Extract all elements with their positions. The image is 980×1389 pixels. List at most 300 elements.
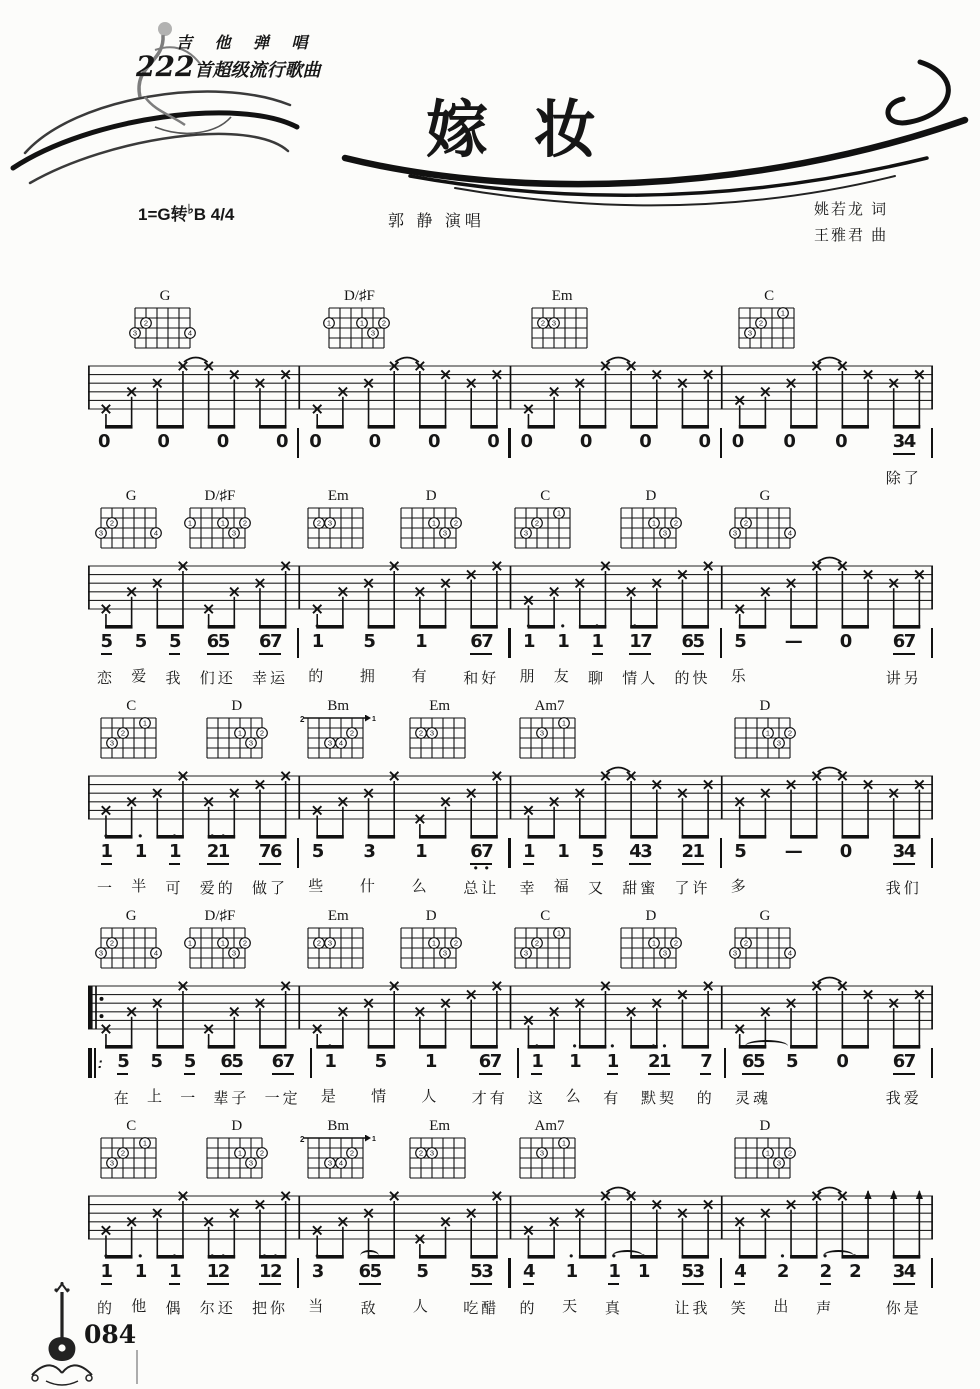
dot: [629, 655, 640, 664]
digit: 1: [523, 841, 536, 862]
lyric: 聊: [588, 670, 607, 687]
dot: [490, 1075, 501, 1084]
lyric: [788, 1087, 795, 1107]
dot: [569, 1073, 580, 1082]
chord-grid: [126, 305, 204, 353]
octave-dots-above: [732, 422, 743, 431]
octave-dots-below: [893, 455, 915, 464]
jianpu-note: [97, 422, 110, 487]
svg-text:3: 3: [539, 1148, 544, 1158]
dot: [135, 653, 146, 662]
digit: 4: [523, 1261, 536, 1282]
octave-dots-below: [788, 863, 799, 872]
dot: [220, 1042, 231, 1051]
dot: [415, 863, 426, 872]
octave-dots-below: [207, 865, 229, 874]
dot: [742, 1042, 753, 1051]
svg-text:2: 2: [350, 1148, 355, 1158]
lyric: 当: [308, 1298, 327, 1315]
octave-dots-below: [569, 1073, 580, 1082]
lyric: 我: [165, 670, 184, 687]
octave-dots-below: [135, 863, 146, 872]
svg-text:1: 1: [372, 716, 377, 723]
scan-tick-mark: [136, 1350, 138, 1384]
octave-dots-below: [363, 863, 374, 872]
dot: [849, 1283, 860, 1292]
dot: [276, 453, 287, 462]
octave-dots-above: [369, 422, 380, 431]
digit: 3: [892, 431, 906, 452]
svg-text:2: 2: [541, 318, 546, 328]
dot: [734, 863, 745, 872]
performer: 郭 静 演唱: [388, 213, 485, 230]
dot: •: [172, 1249, 177, 1263]
lyric: 什: [359, 878, 378, 895]
octave-dots-below: [312, 1283, 323, 1292]
jianpu-note: [675, 832, 711, 899]
digit: 5: [369, 1261, 383, 1282]
dot: [904, 865, 915, 874]
lyric: 除了: [885, 470, 922, 487]
svg-text:2: 2: [418, 728, 423, 738]
tab-system-3: [88, 698, 933, 898]
octave-dots-below: [557, 863, 568, 872]
octave-dots-above: [184, 1042, 195, 1051]
lyric: 们还: [199, 670, 236, 687]
jianpu-note: [839, 622, 852, 689]
dot: [523, 1285, 534, 1294]
lyric: 真: [604, 1300, 623, 1317]
svg-text:3: 3: [524, 528, 529, 538]
dot: [415, 622, 426, 631]
lyric: 幸运: [252, 670, 289, 687]
digit: 3: [311, 1261, 325, 1282]
octave-dots-above: [734, 832, 745, 841]
dot: [312, 653, 323, 662]
jianpu-measure: [88, 829, 297, 899]
svg-text:3: 3: [132, 328, 138, 338]
chord-grid: [299, 715, 377, 763]
digit: 1: [557, 841, 570, 862]
digit: 5: [692, 631, 706, 652]
jianpu-note: [675, 622, 711, 689]
jianpu-row: [88, 829, 933, 899]
repeat-start-sign: [88, 1048, 103, 1078]
svg-text:1: 1: [220, 938, 226, 948]
octave-dots-below: [312, 863, 323, 872]
digit: 6: [681, 631, 695, 652]
digit: 0: [839, 631, 853, 652]
octave-dots-below: [184, 1075, 195, 1084]
dot: [682, 832, 693, 841]
jianpu-barline: [931, 628, 933, 658]
jianpu-measure: [511, 1249, 720, 1319]
octave-dots-below: [259, 1285, 281, 1294]
chord-name: C: [764, 288, 775, 304]
digit: 5: [169, 631, 182, 652]
octave-dots-above: [470, 832, 492, 841]
octave-dots-below: [893, 1075, 915, 1084]
digit: 6: [892, 631, 906, 652]
dot: [786, 1073, 797, 1082]
digit: 1: [259, 1261, 272, 1282]
dot: [312, 832, 323, 841]
lyric: 些: [308, 878, 327, 895]
dot: [309, 453, 320, 462]
dot: [117, 1042, 128, 1051]
tie-pair: [735, 1042, 798, 1109]
jianpu-note: [320, 1039, 339, 1109]
octave-dots-above: [893, 1252, 915, 1261]
octave-dots-above: [592, 832, 603, 841]
series-number: 222: [136, 50, 195, 83]
jianpu-note: [180, 1042, 198, 1109]
dot: •: [662, 1039, 667, 1053]
jianpu-note: [638, 422, 651, 487]
chord-name: D: [645, 488, 657, 504]
dot: [557, 863, 568, 872]
svg-text:1: 1: [187, 938, 193, 948]
dot: [151, 1042, 162, 1051]
dot: [470, 655, 481, 664]
octave-dots-below: [820, 1285, 831, 1294]
dot: [270, 865, 281, 874]
chord-grid: [181, 925, 259, 973]
svg-text:1: 1: [143, 1138, 148, 1148]
jianpu-note: [731, 422, 744, 489]
octave-dots-below: [151, 1073, 162, 1082]
dot: [640, 622, 651, 631]
chord-diagram-Am7: [511, 698, 589, 768]
lyric: 么: [565, 1088, 584, 1105]
dot: [638, 1283, 649, 1292]
digit: 6: [271, 1051, 285, 1072]
svg-text:1: 1: [360, 318, 365, 328]
octave-dots-above: [312, 1249, 323, 1263]
jianpu-note: [199, 829, 236, 899]
octave-dots-below: [425, 1073, 436, 1082]
digit: 1: [424, 1051, 438, 1072]
octave-dots-above: [375, 1042, 386, 1051]
chord-name: D: [645, 908, 657, 924]
dot: [753, 1042, 764, 1051]
dot: [693, 622, 704, 631]
digit: 5: [134, 631, 148, 652]
repeat-thick-bar: [88, 1048, 92, 1078]
digit: 7: [903, 631, 917, 652]
dot: [893, 655, 904, 664]
jianpu-note: [368, 422, 381, 487]
dot: •: [473, 861, 478, 875]
dot: [523, 1252, 534, 1261]
octave-dots-above: [220, 1042, 242, 1051]
dot: [732, 422, 743, 431]
digit: 2: [206, 841, 220, 862]
dot: •: [262, 1249, 267, 1263]
dot: •: [572, 1039, 577, 1053]
dot: [893, 1285, 904, 1294]
chord-grid: [506, 925, 584, 973]
lyric: 灵魂: [734, 1090, 771, 1107]
dot: [470, 1285, 481, 1294]
chord-name: Bm: [327, 1118, 350, 1134]
svg-text:3: 3: [99, 528, 104, 538]
jianpu-note: [562, 1249, 581, 1319]
chord-grid: [612, 505, 690, 553]
jianpu-note: [554, 832, 572, 899]
digit: 5: [363, 631, 376, 652]
lyric: 又: [588, 880, 607, 897]
octave-dots-below: [521, 453, 532, 462]
digit: 5: [117, 1051, 130, 1072]
octave-dots-below: [786, 1073, 797, 1082]
octave-dots-below: [607, 1075, 618, 1084]
repeat-thin-bar: [94, 1048, 96, 1078]
chord-grid: [726, 925, 804, 973]
octave-dots-above: [835, 422, 846, 431]
octave-dots-above: [312, 832, 323, 841]
lyricist-credit: 姚若龙 词: [814, 201, 889, 218]
octave-dots-below: [276, 453, 287, 462]
dot: [259, 622, 270, 631]
svg-text:3: 3: [732, 948, 738, 958]
lyric: 的: [696, 1090, 715, 1107]
chord-grid: [299, 925, 377, 973]
dot: [428, 422, 439, 431]
octave-dots-above: [836, 1042, 847, 1051]
svg-text:4: 4: [154, 528, 159, 538]
digit: 6: [270, 841, 283, 862]
dot: [521, 453, 532, 462]
lyric: 的: [308, 668, 327, 685]
octave-dots-below: [259, 655, 281, 664]
jianpu-note: [360, 622, 378, 689]
jianpu-note: [371, 1042, 389, 1109]
lyric: 我爱: [885, 1090, 922, 1107]
jianpu-note: [463, 1252, 499, 1319]
octave-dots-above: [207, 829, 229, 843]
digit: 3: [892, 841, 906, 862]
dot: [523, 865, 534, 874]
octave-dots-above: [788, 832, 799, 841]
svg-text:1: 1: [327, 318, 332, 328]
svg-text:2: 2: [242, 518, 248, 528]
dot: •: [526, 619, 531, 633]
dot: [607, 1075, 618, 1084]
dot: •: [534, 1039, 539, 1053]
jianpu-note: [783, 622, 805, 689]
jianpu-note: [782, 422, 795, 489]
octave-dots-above: [629, 832, 651, 841]
octave-dots-above: [648, 1039, 670, 1053]
page-number: 084: [84, 1320, 137, 1349]
lyric: 辈子: [213, 1090, 250, 1107]
chord-grid: [726, 715, 804, 763]
chord-diagram-D: [198, 698, 276, 768]
svg-text:3: 3: [776, 738, 782, 748]
lyric: 上: [147, 1088, 166, 1105]
octave-dots-above: [849, 1249, 860, 1263]
digit: 1: [608, 1261, 621, 1282]
jianpu-measure: [105, 1042, 310, 1109]
dot: [693, 1252, 704, 1261]
digit: 5: [591, 841, 605, 862]
chord-diagram-Em: [299, 488, 377, 558]
jianpu-note: [147, 1042, 165, 1109]
jianpu-note: [783, 832, 805, 899]
dot: [415, 653, 426, 662]
digit: 2: [648, 1051, 661, 1072]
chord-name: C: [126, 1118, 137, 1134]
svg-text:3: 3: [443, 528, 448, 538]
dot: [840, 622, 851, 631]
dot: [481, 655, 492, 664]
dot: [369, 453, 380, 462]
jianpu-note: [886, 832, 922, 899]
jianpu-note: [520, 1252, 538, 1319]
dot: [259, 1285, 270, 1294]
chord-grid: [92, 1135, 170, 1183]
digit: 4: [629, 841, 642, 862]
chord-grid: [92, 715, 170, 763]
digit: 0: [487, 431, 500, 452]
dot: •: [210, 829, 215, 843]
digit: 4: [734, 1261, 747, 1282]
dot: [640, 655, 651, 664]
octave-dots-above: [523, 619, 534, 633]
digit: 0: [368, 431, 382, 452]
jianpu-measure: [299, 832, 508, 899]
lyric: [790, 877, 797, 897]
digit: 5: [231, 1051, 244, 1072]
lyric: 尔还: [199, 1300, 236, 1317]
dot: [220, 1075, 231, 1084]
dot: [904, 832, 915, 841]
jianpu-note: [816, 1249, 835, 1319]
octave-dots-below: [523, 865, 534, 874]
chord-grid: [511, 1135, 589, 1183]
chord-diagram-D/♯F: [181, 908, 259, 978]
octave-dots-above: [415, 832, 426, 841]
octave-dots-above: [783, 422, 794, 431]
jianpu-note: [463, 832, 499, 899]
jianpu-note: [308, 422, 321, 487]
dot: •: [632, 619, 637, 633]
digit: 7: [489, 1051, 503, 1072]
jianpu-note: [421, 1042, 439, 1109]
chord-diagram-Em: [299, 908, 377, 978]
dot: [835, 422, 846, 431]
svg-text:2: 2: [110, 518, 115, 528]
dot: [324, 1073, 335, 1082]
chord-name: D: [759, 1118, 771, 1134]
dot: [639, 453, 650, 462]
jianpu-note: [886, 622, 922, 689]
digit: 5: [752, 1051, 766, 1072]
dot: •: [610, 1039, 615, 1053]
lyric: 有: [603, 1090, 622, 1107]
digit: 0: [276, 431, 289, 452]
chord-grid: [92, 925, 170, 973]
lyric: [640, 1297, 647, 1317]
digit: 0: [639, 431, 652, 452]
digit: 6: [741, 1051, 755, 1072]
song-title: 嫁妆: [426, 93, 643, 166]
digit: 2: [849, 1261, 862, 1282]
svg-text:1: 1: [765, 1148, 771, 1158]
chord-name: Em: [551, 288, 573, 304]
digit: 7: [903, 1051, 917, 1072]
digit: 1: [569, 1051, 582, 1072]
dot: [639, 422, 650, 431]
dot: [699, 422, 710, 431]
octave-dots-above: [309, 422, 320, 431]
octave-dots-below: [700, 1075, 711, 1084]
digit: 1: [692, 841, 706, 862]
lyric: 总让: [463, 880, 500, 897]
digit: 1: [206, 1261, 220, 1282]
svg-text:2: 2: [382, 318, 387, 328]
jianpu-note: [588, 832, 606, 899]
svg-text:1: 1: [651, 518, 656, 528]
octave-dots-below: [629, 655, 651, 664]
digit: 2: [270, 1261, 283, 1282]
octave-dots-below: [629, 865, 651, 874]
jianpu-note: [165, 829, 184, 899]
jianpu-measure: [299, 619, 508, 689]
chord-diagram-D/♯F: [181, 488, 259, 558]
repeat-dots: :: [97, 1054, 103, 1072]
dot: [904, 455, 915, 464]
svg-text:1: 1: [557, 508, 562, 518]
lyric: [837, 467, 844, 487]
digit: 1: [629, 631, 642, 652]
octave-dots-above: [151, 1042, 162, 1051]
dot: [98, 453, 109, 462]
octave-dots-below: [363, 653, 374, 662]
chord-diagram-D: [612, 488, 690, 558]
octave-dots-above: [135, 1249, 146, 1263]
octave-dots-below: [207, 655, 229, 664]
lyric: 一: [180, 1090, 199, 1107]
chord-grid: [392, 505, 470, 553]
dot: [218, 1285, 229, 1294]
octave-dots-above: [682, 832, 704, 841]
octave-dots-below: [580, 453, 591, 462]
svg-text:2: 2: [787, 728, 793, 738]
octave-dots-above: [169, 622, 180, 631]
dot: [840, 653, 851, 662]
lyric: 笑: [730, 1300, 749, 1317]
dot: [557, 832, 568, 841]
dot: [557, 653, 568, 662]
svg-text:1: 1: [765, 728, 771, 738]
dot: •: [103, 1249, 109, 1263]
octave-dots-above: [135, 622, 146, 631]
digit: 0: [835, 431, 848, 452]
dot: [479, 1042, 490, 1051]
lyric: 半: [131, 878, 150, 895]
jianpu-note: [835, 1042, 848, 1109]
lyric: 乐: [730, 668, 749, 685]
chord-diagram-C: [730, 288, 808, 358]
jianpu-measure: [88, 622, 297, 689]
dot: [363, 622, 374, 631]
lyric: [278, 467, 285, 487]
jianpu-note: [637, 1249, 651, 1319]
dot: [521, 422, 532, 431]
octave-dots-above: [416, 1252, 427, 1261]
